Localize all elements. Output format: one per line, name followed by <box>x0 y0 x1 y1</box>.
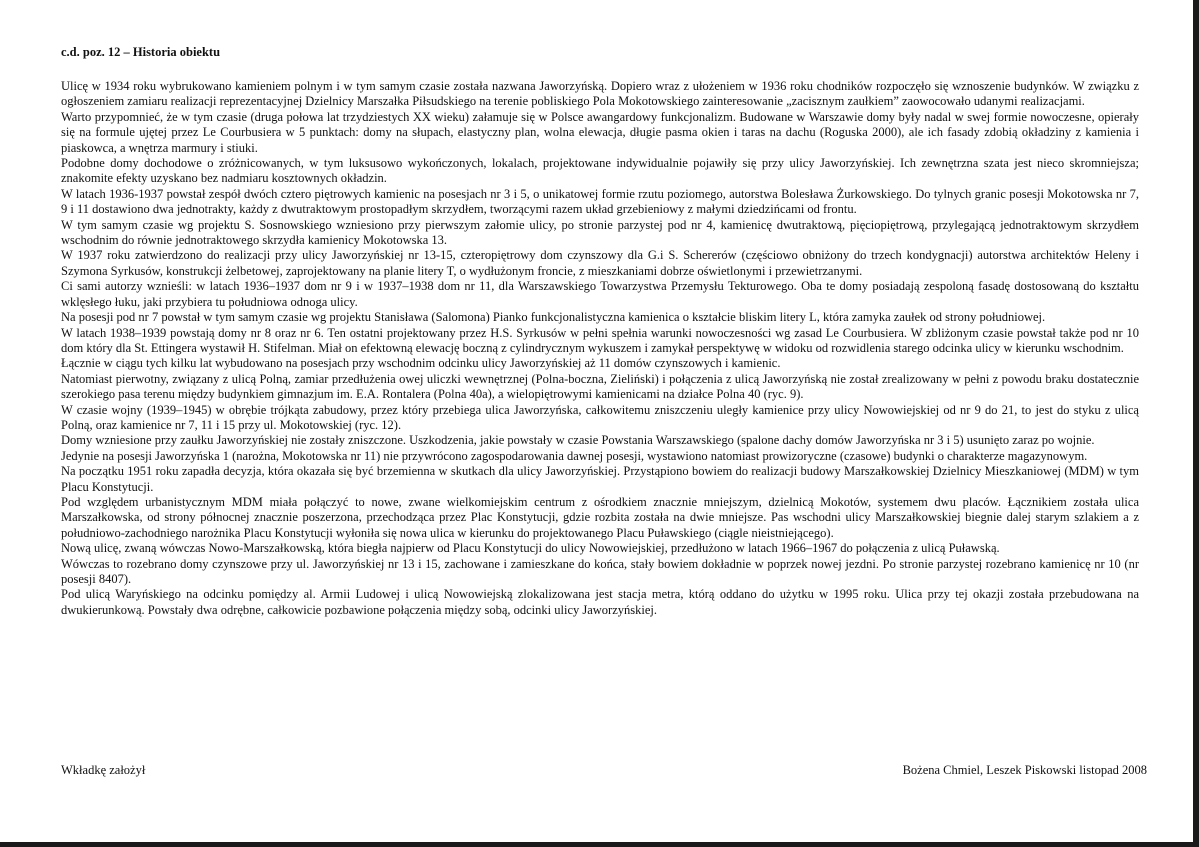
paragraph: Ulicę w 1934 roku wybrukowano kamieniem polnym i w tym samym czasie została nazwana Jaworzyńską. Dopiero wraz z ułożeniem w 1936 roku chodników rozpoczęło się wznoszenie budynków. W związku z ogłoszeniem zamiaru realizacji reprezentacyjnej Dzielnicy Marszałka Piłsudskiego na terenie pobliskiego Pola Mokotowskiego zainteresowanie „zacisznym zaułkiem” zaowocowało udanymi realizacjami. <box>61 79 1139 109</box>
paragraph: Na początku 1951 roku zapadła decyzja, która okazała się być brzemienna w skutkach dla ulicy Jaworzyńskiej. Przystąpiono bowiem do realizacji budowy Marszałkowskiej Dzielnicy Mieszkaniowej (MDM) w tym Placu Konstytucji. <box>61 464 1139 494</box>
paragraph: Warto przypomnieć, że w tym czasie (druga połowa lat trzydziestych XX wieku) załamuje się w Polsce awangardowy funkcjonalizm. Budowane w Warszawie domy były nadal w swej formie nowoczesne, opierały się na formule ujętej przez Le Courbusiera w 5 punktach: domy na słupach, elastyczny plan, wolna elewacja, długie pasma okien i taras na dachu (Roguska 2000), ale ich fasady zdobią okładziny z kamienia i piaskowca, a wnętrza marmury i stiuki. <box>61 109 1139 155</box>
footer-author-label: Wkładkę założył <box>61 763 146 777</box>
paragraph: Natomiast pierwotny, związany z ulicą Polną, zamiar przedłużenia owej uliczki wewnętrznej (Polna-boczna, Zieliński) i połączenia z ulicą Jaworzyńską nie został zrealizowany w pełni z powodu braku dostatecznie szerokiego pasa terenu między budynkiem gimnazjum im. E.A. Rontalera (Polna 40a), a wielopiętrowymi kamienicami na działce Polna 40 (ryc. 9). <box>61 371 1139 402</box>
footer-signature: Bożena Chmiel, Leszek Piskowski listopad 2008 <box>902 763 1147 777</box>
paragraph: Ci sami autorzy wznieśli: w latach 1936–1937 dom nr 9 i w 1937–1938 dom nr 11, dla Warszawskiego Towarzystwa Przemysłu Tekturowego. Oba te domy posiadają zespoloną fasadę dostosowaną do kształtu wklęsłego łuku, jaki przybiera tu południowa odnoga ulicy. <box>61 279 1139 309</box>
paragraph: Pod ulicą Waryńskiego na odcinku pomiędzy al. Armii Ludowej i ulicą Nowowiejską zlokalizowana jest stacja metra, którą oddano do użytku w 1995 roku. Ulica przy tej okazji została przebudowana na dwukierunkową. Powstały dwa odrębne, całkowicie pozbawione połączenia między sobą, odcinki ulicy Jaworzyńskiej. <box>61 587 1139 617</box>
paragraph: W tym samym czasie wg projektu S. Sosnowskiego wzniesiono przy pierwszym załomie ulicy, po stronie parzystej pod nr 4, kamienicę dwutraktową, pięciopiętrową, przylegającą jednotraktowym skrzydłem wschodnim do równie jednotraktowego skrzydła kamienicy Mokotowska 13. <box>61 217 1139 248</box>
paragraph: W latach 1938–1939 powstają domy nr 8 oraz nr 6. Ten ostatni projektowany przez H.S. Syrkusów w pełni spełnia warunki nowoczesności wg zasad Le Courbusiera. W zbliżonym czasie powstał także pod nr 10 dom który dla St. Ettingera wystawił H. Stifelman. Miał on efektowną elewację boczną z cylindrycznym wykuszem i zamykał perspektywę w widoku od rozwidlenia starego odcinka ulicy w kierunku wschodnim. <box>61 325 1139 355</box>
paragraph: W latach 1936-1937 powstał zespół dwóch cztero piętrowych kamienic na posesjach nr 3 i 5, o unikatowej formie rzutu poziomego, autorstwa Bolesława Żurkowskiego. Do tylnych granic posesji Mokotowska nr 7, 9 i 11 dostawiono dwa jednotrakty, każdy z dwutraktowym prostopadłym skrzydłem, tworzącymi razem układ grzebieniowy z małymi dziedzińcami od frontu. <box>61 186 1139 217</box>
paragraph: Jedynie na posesji Jaworzyńska 1 (narożna, Mokotowska nr 11) nie przywrócono zagospodarowania dawnej posesji, wystawiono natomiast prowizoryczne (czasowe) budynki o charakterze magazynowym. <box>61 448 1088 463</box>
paragraph: Łącznie w ciągu tych kilku lat wybudowano na posesjach przy wschodnim odcinku ulicy Jaworzyńskiej aż 11 domów czynszowych i kamienic. <box>61 356 781 371</box>
paragraph: Domy wzniesione przy zaułku Jaworzyńskiej nie zostały zniszczone. Uszkodzenia, jakie powstały w czasie Powstania Warszawskiego (spalone dachy domów Jaworzyńska nr 3 i 5) usunięto zaraz po wojnie. <box>61 433 1095 448</box>
paragraph: Pod względem urbanistycznym MDM miała połączyć to nowe, zwane wielkomiejskim centrum z ośrodkiem znacznie mniejszym, dzielnicą Mokotów, systemem dwu placów. Łącznikiem została ulica Marszałkowska, od strony północnej znacznie poszerzona, przechodząca przez Plac Konstytucji, gdzie rozbita została na dwie mniejsze. Pas wschodni ulicy Marszałkowskiej biegnie dalej starym szlakiem a z południowo-zachodniego narożnika Placu Konstytucji wyłoniła się nowa ulica w kierunku do projektowanego Placu Puławskiego (ciągle nieistniejącego). <box>61 494 1139 540</box>
paragraph: W 1937 roku zatwierdzono do realizacji przy ulicy Jaworzyńskiej nr 13-15, czteropiętrowy dom czynszowy dla G.i S. Schererów (częściowo obniżony do trzech kondygnacji) autorstwa architektów Heleny i Szymona Syrkusów, konstrukcji żelbetowej, zaprojektowany na planie litery T, o wydłużonym froncie, z mieszkaniami dobrze oświetlonymi i przewietrzanymi. <box>61 248 1139 278</box>
paragraph: Podobne domy dochodowe o zróżnicowanych, w tym luksusowo wykończonych, lokalach, projektowane indywidualnie pojawiły się przy ulicy Jaworzyńskiej. Ich zewnętrzna szata jest nieco skromniejsza; znakomite efekty uzyskano bez nadmiaru kosztownych okładzin. <box>61 156 1139 186</box>
section-heading: c.d. poz. 12 – Historia obiektu <box>61 45 221 59</box>
body-text <box>61 79 1139 618</box>
paragraph: Wówczas to rozebrano domy czynszowe przy ul. Jaworzyńskiej nr 13 i 15, zachowane i zamieszkane do końca, stały bowiem dokładnie w poprzek nowej jezdni. Po stronie parzystej rozebrano kamienicę nr 10 (nr posesji 8407). <box>61 556 1139 586</box>
paragraph: Na posesji pod nr 7 powstał w tym samym czasie wg projektu Stanisława (Salomona) Pianko funkcjonalistyczna kamienica o kształcie bliskim litery L, która zamyka zaułek od strony południowej. <box>61 310 1046 325</box>
paragraph: Nową ulicę, zwaną wówczas Nowo-Marszałkowską, która biegła najpierw od Placu Konstytucji do ulicy Nowowiejskiej, przedłużono w latach 1966–1967 do połączenia z ulicą Puławską. <box>61 541 1000 556</box>
paragraph: W czasie wojny (1939–1945) w obrębie trójkąta zabudowy, przez który przebiega ulica Jaworzyńska, całkowitemu zniszczeniu uległy kamienice przy ulicy Nowowiejskiej od nr 9 do 21, to jest do styku z ulicą Polną, oraz kamienice nr 7, 11 i 15 przy ul. Mokotowskiej (ryc. 12). <box>61 402 1139 432</box>
